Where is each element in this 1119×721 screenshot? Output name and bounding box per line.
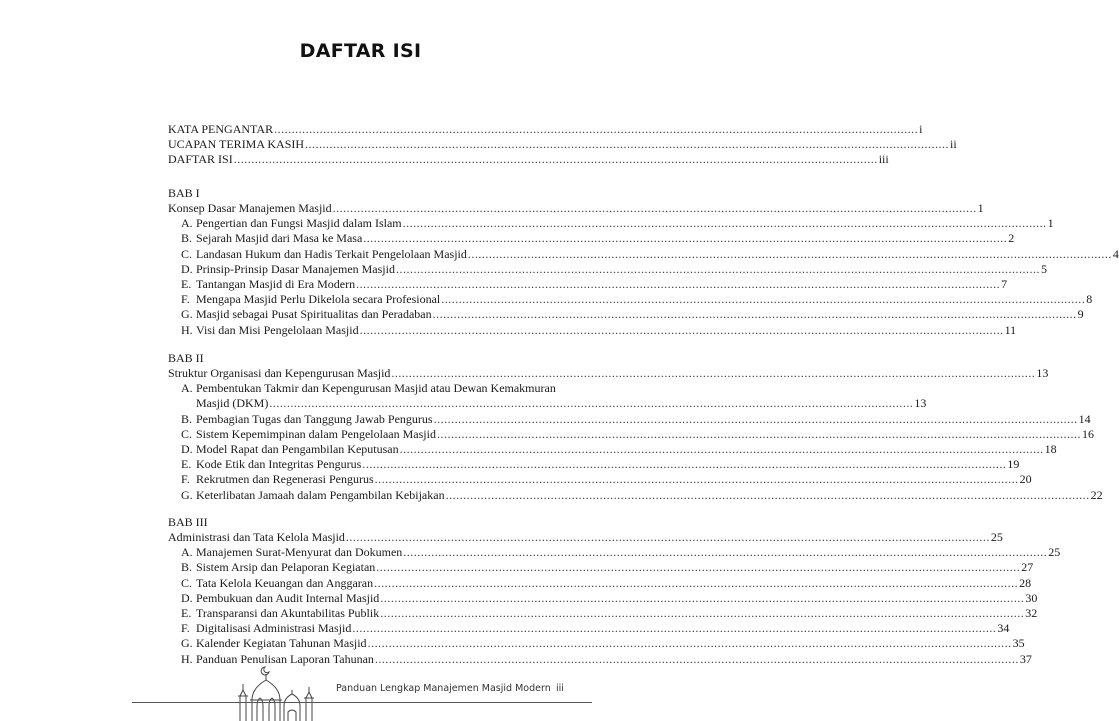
chapter-heading: BAB III bbox=[168, 515, 208, 529]
toc-entry[interactable]: F. Mengapa Masjid Perlu Dikelola secara Profesional ..... 8 bbox=[168, 292, 562, 307]
chapter-title-entry[interactable]: Konsep Dasar Manajemen Masjid ..... 1 bbox=[168, 201, 562, 216]
footer-page-number: iii bbox=[556, 683, 564, 694]
bab-1-section bbox=[168, 186, 1119, 338]
toc-entry[interactable]: H. Visi dan Misi Pengelolaan Masjid ..... 11 bbox=[168, 323, 562, 338]
toc-entry[interactable]: B. Sistem Arsip dan Pelaporan Kegiatan ..... 27 bbox=[168, 560, 562, 575]
toc-entry[interactable]: DAFTAR ISI ..... iii bbox=[168, 152, 562, 167]
footer-divider bbox=[132, 702, 592, 703]
toc-entry-continuation[interactable]: Masjid (DKM) ..... 13 bbox=[168, 396, 562, 411]
toc-entry[interactable]: KATA PENGANTAR ..... i bbox=[168, 122, 562, 137]
front-matter-list bbox=[168, 122, 957, 168]
mosque-ornament-icon bbox=[226, 662, 336, 721]
toc-entry[interactable]: A. Manajemen Surat-Menyurat dan Dokumen ..... 25 bbox=[168, 545, 562, 560]
toc-entry[interactable]: C. Sistem Kepemimpinan dalam Pengelolaan Masjid ..... 16 bbox=[168, 427, 562, 442]
chapter-heading: BAB I bbox=[168, 186, 200, 200]
toc-entry[interactable]: D. Prinsip-Prinsip Dasar Manajemen Masjid ..... 5 bbox=[168, 262, 562, 277]
toc-entry[interactable]: E. Tantangan Masjid di Era Modern ..... 7 bbox=[168, 277, 562, 292]
footer-book-title: Panduan Lengkap Manajemen Masjid Modern bbox=[336, 683, 551, 694]
toc-entry[interactable]: C. Landasan Hukum dan Hadis Terkait Pengelolaan Masjid ..... 4 bbox=[168, 247, 562, 262]
toc-entry[interactable]: D. Model Rapat dan Pengambilan Keputusan ..... 18 bbox=[168, 442, 562, 457]
toc-entry[interactable]: G. Masjid sebagai Pusat Spiritualitas dan Peradaban ..... 9 bbox=[168, 307, 562, 322]
toc-entry[interactable]: H. Panduan Penulisan Laporan Tahunan ..... 37 bbox=[168, 652, 562, 667]
toc-entry[interactable]: F. Rekrutmen dan Regenerasi Pengurus ..... 20 bbox=[168, 472, 562, 487]
toc-entry[interactable]: B. Pembagian Tugas dan Tanggung Jawab Pengurus ..... 14 bbox=[168, 412, 562, 427]
bab-3-section bbox=[168, 515, 1061, 667]
toc-entry[interactable]: A. Pengertian dan Fungsi Masjid dalam Islam ..... 1 bbox=[168, 216, 562, 231]
toc-entry[interactable]: D. Pembukuan dan Audit Internal Masjid ..... 30 bbox=[168, 591, 562, 606]
toc-entry-first-line[interactable]: A. Pembentukan Takmir dan Kepengurusan Masjid atau Dewan Kemakmuran bbox=[181, 381, 556, 396]
toc-entry[interactable]: C. Tata Kelola Keuangan dan Anggaran ..... 28 bbox=[168, 576, 562, 591]
bab-2-section bbox=[168, 351, 1103, 503]
chapter-heading: BAB II bbox=[168, 351, 204, 365]
toc-entry[interactable]: G. Keterlibatan Jamaah dalam Pengambilan Kebijakan ..... 22 bbox=[168, 488, 562, 503]
toc-entry[interactable]: E. Transparansi dan Akuntabilitas Publik ..... 32 bbox=[168, 606, 562, 621]
chapter-title-entry[interactable]: Administrasi dan Tata Kelola Masjid ..... 25 bbox=[168, 530, 562, 545]
toc-entry[interactable]: F. Digitalisasi Administrasi Masjid ..... 34 bbox=[168, 621, 562, 636]
chapter-title-entry[interactable]: Struktur Organisasi dan Kepengurusan Masjid ..... 13 bbox=[168, 366, 562, 381]
toc-entry[interactable]: UCAPAN TERIMA KASIH ..... ii bbox=[168, 137, 562, 152]
toc-entry[interactable]: E. Kode Etik dan Integritas Pengurus ..... 19 bbox=[168, 457, 562, 472]
page-title: DAFTAR ISI bbox=[299, 40, 422, 62]
toc-entry[interactable]: G. Kalender Kegiatan Tahunan Masjid ..... 35 bbox=[168, 636, 562, 651]
toc-entry[interactable]: B. Sejarah Masjid dari Masa ke Masa ..... 2 bbox=[168, 231, 562, 246]
